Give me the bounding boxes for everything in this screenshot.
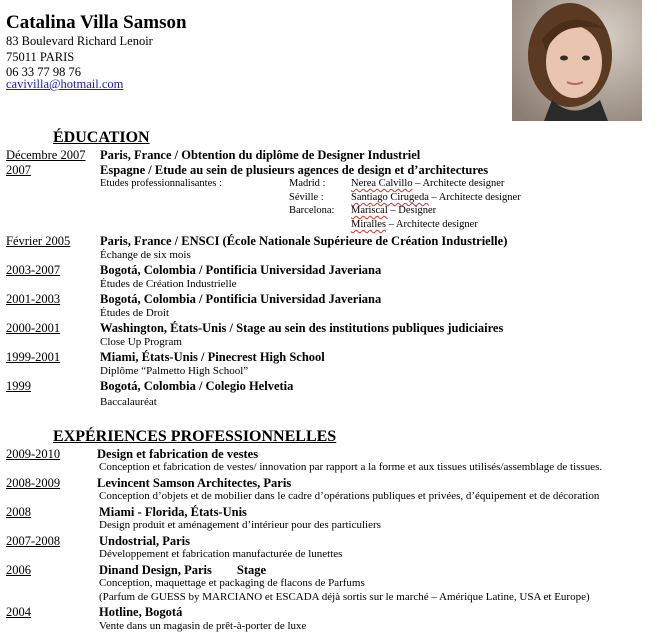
agency-entry: [351, 178, 504, 189]
agency-name: Nerea Calvillo: [351, 178, 413, 189]
agency-role: – Architecte designer: [386, 219, 478, 230]
education-title: Espagne / Etude au sein de plusieurs agences de design et d’architectures: [100, 163, 489, 177]
phone-number: 06 33 77 98 76: [6, 65, 81, 79]
experience-title: Hotline, Bogotá: [99, 605, 183, 619]
education-date: 1999: [6, 379, 31, 393]
profile-photo: [512, 0, 642, 121]
education-desc: Études de Création Industrielle: [100, 278, 237, 290]
experience-date: 2004: [6, 605, 31, 619]
address-line-1: 83 Boulevard Richard Lenoir: [6, 34, 153, 48]
experience-date: 2008: [6, 505, 31, 519]
agency-entry: [351, 219, 478, 230]
agency-city: Séville :: [289, 192, 324, 203]
education-title: Bogotá, Colombia / Pontificia Universidad Javeriana: [100, 263, 382, 277]
experience-desc: Conception d’objets et de mobilier dans le cadre d’opérations publiques et privées, d’équipement et de décoration: [99, 490, 600, 502]
agency-role: – Designer: [387, 205, 437, 216]
education-title: Washington, États-Unis / Stage au sein des institutions publiques judiciaires: [100, 321, 504, 335]
education-heading: ÉDUCATION: [53, 129, 150, 146]
agency-role: – Architecte designer: [412, 178, 505, 189]
education-date: Février 2005: [6, 234, 71, 248]
experience-title: Miami - Florida, États-Unis: [99, 505, 247, 519]
education-desc: Échange de six mois: [100, 249, 191, 261]
education-desc: Études de Droit: [100, 307, 170, 319]
education-date: 2001-2003: [6, 292, 61, 306]
education-desc: Close Up Program: [100, 336, 182, 348]
email-link[interactable]: cavivilla@hotmail.com: [6, 77, 124, 91]
agency-city: Barcelona:: [289, 205, 335, 216]
experience-title: Undostrial, Paris: [99, 534, 190, 548]
experience-title: Design et fabrication de vestes: [97, 447, 259, 461]
education-date: Décembre 2007: [6, 148, 86, 162]
experience-date: 2009-2010: [6, 447, 61, 461]
experience-desc: Design produit et aménagement d’intérieur pour des particuliers: [99, 519, 381, 531]
agency-name: Miralles: [351, 219, 386, 230]
agency-name: Santiago Cirugeda: [351, 192, 429, 203]
education-date: 2000-2001: [6, 321, 61, 335]
education-title: Bogotá, Colombia / Colegio Helvetia: [100, 379, 294, 393]
agency-name: Mariscal: [351, 205, 388, 216]
experience-desc: Développement et fabrication manufacturée de lunettes: [99, 548, 343, 560]
education-title: Paris, France / ENSCI (École Nationale Supérieure de Création Industrielle): [100, 234, 508, 248]
portrait-image: [512, 0, 642, 121]
experience-title: Dinand Design, Paris Stage: [99, 563, 267, 577]
address-line-2: 75011 PARIS: [6, 50, 75, 64]
experience-desc: Vente dans un magasin de prêt-à-porter de luxe: [99, 620, 307, 632]
experience-date: 2006: [6, 563, 31, 577]
education-title: Miami, États-Unis / Pinecrest High School: [100, 350, 325, 364]
education-desc: Diplôme “Palmetto High School”: [100, 365, 249, 377]
experience-title: Levincent Samson Architectes, Paris: [97, 476, 292, 490]
education-title: Bogotá, Colombia / Pontificia Universidad Javeriana: [100, 292, 382, 306]
education-date: 2007: [6, 163, 31, 177]
experience-heading: EXPÉRIENCES PROFESSIONNELLES: [53, 428, 337, 445]
agency-role: – Architecte designer: [428, 192, 521, 203]
agency-city: Madrid :: [289, 178, 326, 189]
education-date: 1999-2001: [6, 350, 61, 364]
experience-date: 2008-2009: [6, 476, 61, 490]
education-date: 2003-2007: [6, 263, 61, 277]
agency-entry: [351, 192, 521, 203]
education-title: Paris, France / Obtention du diplôme de Designer Industriel: [100, 148, 421, 162]
experience-desc: Conception, maquettage et packaging de flacons de Parfums: [99, 577, 365, 589]
agency-entry: [351, 205, 436, 216]
experience-desc: Conception et fabrication de vestes/ innovation par rapport a la forme et aux tissues utilisés/assemblage de tissues.: [99, 461, 603, 473]
education-desc: Baccalauréat: [100, 396, 157, 408]
studies-label: Etudes professionnalisantes :: [100, 178, 222, 189]
experience-desc-secondary: (Parfum de GUESS by MARCIANO et ESCADA déjà sortis sur le marché – Amérique Latine, USA et Europe): [99, 591, 590, 603]
candidate-name: Catalina Villa Samson: [6, 12, 187, 33]
experience-date: 2007-2008: [6, 534, 61, 548]
